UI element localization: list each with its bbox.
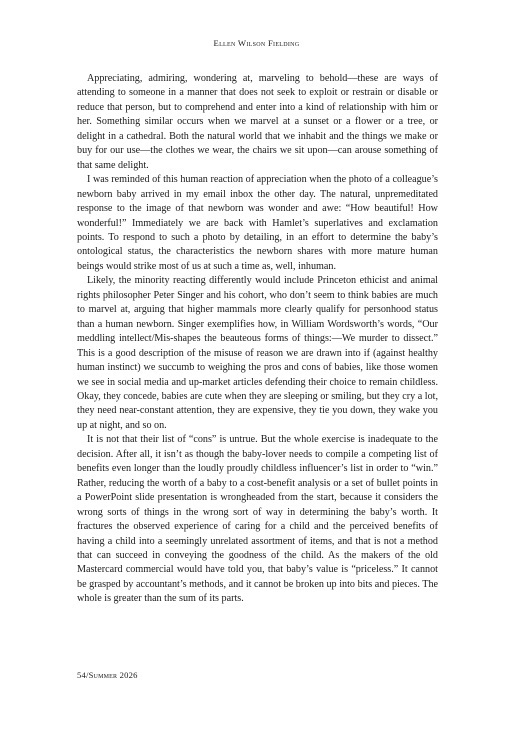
paragraph-1: Appreciating, admiring, wondering at, marveling to behold—these are ways of attending to someone in a manner that does not seek to exploit or restrain or disable or reduce that person, but to comprehend and enter into a kind of relationship with him or her. Something similar occurs when we marvel at a sunset or a flower or a tree, or delight in a cathedral. Both the natural world that we inhabit and the things we make or buy for our use—the clothes we wear, the chairs we sit upon—can arouse something of that same delight.: [77, 73, 438, 171]
paragraph-3: Likely, the minority reacting differently would include Princeton ethicist and animal rights philosopher Peter Singer and his cohort, who don’t seem to think babies are much to marvel at, arguing that higher mammals more clearly qualify for personhood status than a human newborn. Singer exemplifies how, in William Wordsworth’s words, “Our meddling intellect/Mis-shapes the beauteous forms of things:—We murder to dissect.” This is a good description of the misuse of reason we are drawn into if (against healthy human instinct) we succumb to weighing the pros and cons of babies, like those women we see in social media and up-market articles defending their choice to remain childless. Okay, they concede, babies are cute when they are sleeping or smiling, but they cry a lot, they need near-constant attention, they are expensive, they tie you down, they wake you up at night, and so on.: [77, 275, 438, 431]
article-body: [77, 72, 438, 607]
paragraph-2: I was reminded of this human reaction of appreciation when the photo of a colleague’s newborn baby arrived in my email inbox the other day. The natural, unpremeditated response to the image of that newborn was wonder and awe: “How beautiful! How wonderful!” Immediately we are back with Hamlet’s superlatives and exclamation points. To respond to such a photo by detailing, in an effort to determine the baby’s ontological status, the characteristics the newborn shares with more mature human beings would strike most of us at such a time as, well, inhuman.: [77, 174, 438, 272]
page-folio: 54/Summer 2026: [77, 670, 138, 680]
running-head-author: Ellen Wilson Fielding: [213, 38, 300, 48]
paragraph-4: It is not that their list of “cons” is untrue. But the whole exercise is inadequate to the decision. After all, it isn’t as though the baby-lover needs to compile a competing list of benefits even longer than the loudly proudly childless influencer’s list in order to “win.” Rather, reducing the worth of a baby to a cost-benefit analysis or a set of bullet points in a PowerPoint slide presentation is wrongheaded from the start, because it considers the wrong sorts of things in the wrong sort of way in determining the baby’s worth. It fractures the observed experience of caring for a child and the perceived benefits of having a child into a seemingly unrelated assortment of items, and that is not a method that can succeed in conveying the goodness of the child. As the makers of the old Mastercard commercial would have told you, that baby’s value is “priceless.” It cannot be grasped by accountant’s methods, and it cannot be broken up into bits and pieces. The whole is greater than the sum of its parts.: [77, 434, 438, 605]
